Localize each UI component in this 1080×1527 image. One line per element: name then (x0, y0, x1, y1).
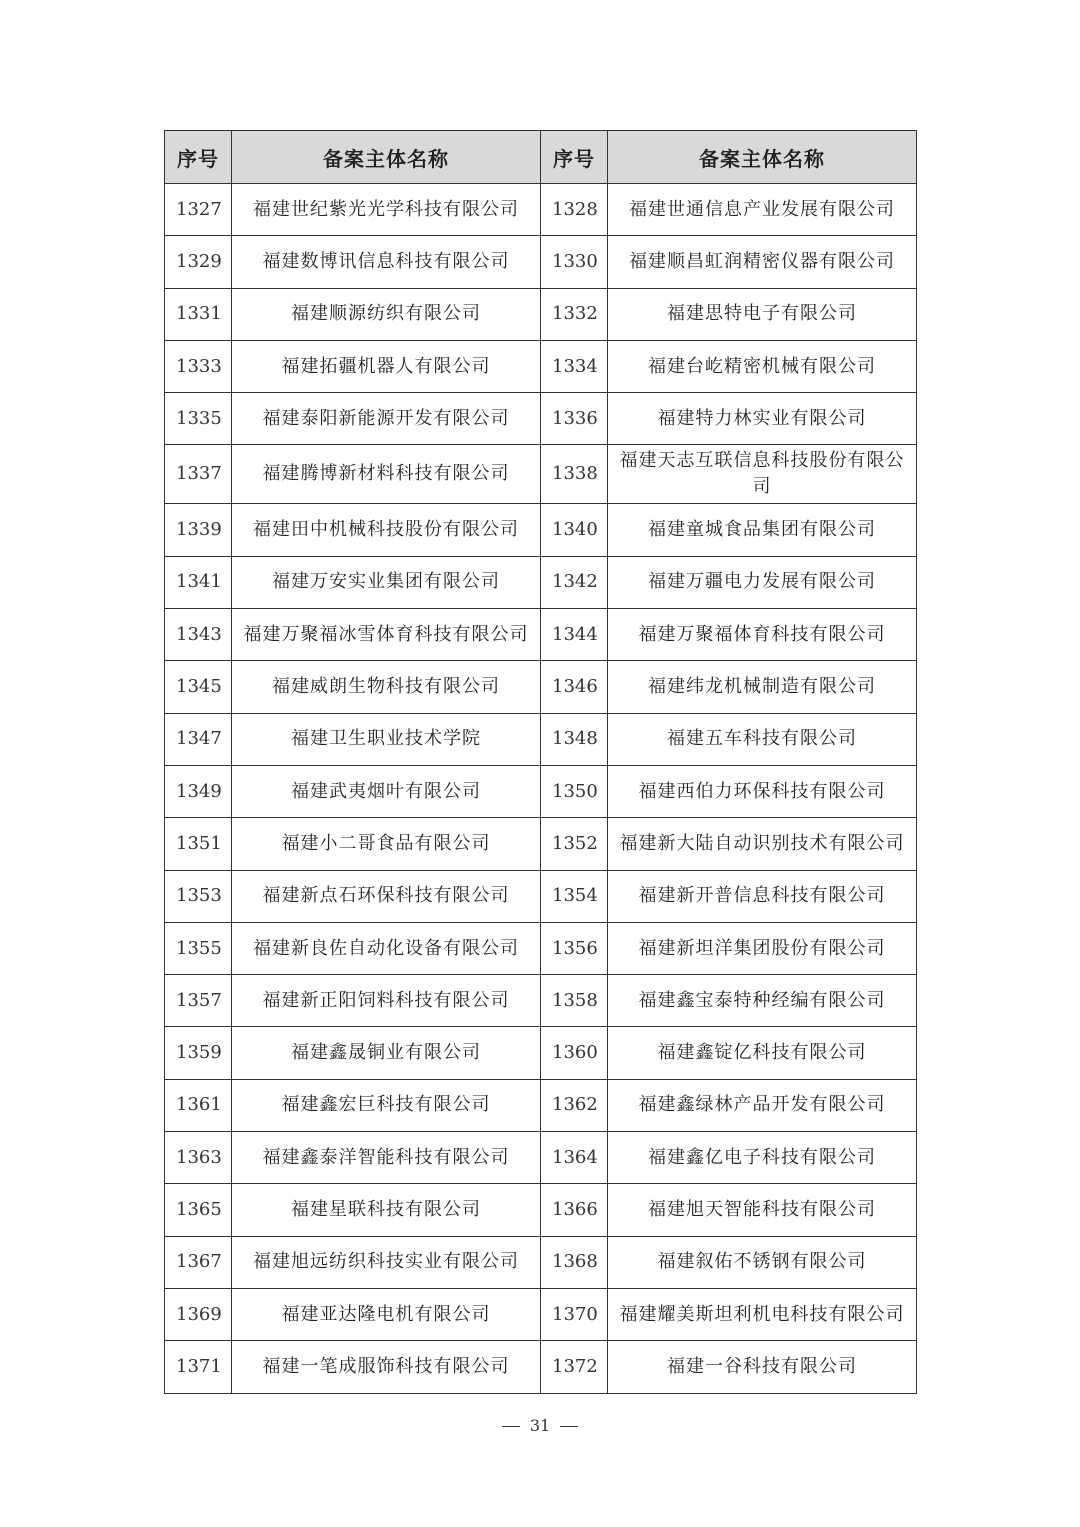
table-row (165, 340, 917, 392)
serial-number-left: 1345 (165, 661, 232, 713)
company-name-left: 福建卫生职业技术学院 (232, 713, 541, 765)
serial-number-right: 1342 (541, 556, 608, 608)
serial-number-left: 1363 (165, 1132, 232, 1184)
table-row (165, 922, 917, 974)
table-row (165, 661, 917, 713)
table-body (165, 184, 917, 1394)
company-name-right: 福建新开普信息科技有限公司 (608, 870, 917, 922)
table-row (165, 236, 917, 288)
serial-number-left: 1359 (165, 1027, 232, 1079)
serial-number-right: 1358 (541, 975, 608, 1027)
company-name-left: 福建万安实业集团有限公司 (232, 556, 541, 608)
company-name-right: 福建鑫锭亿科技有限公司 (608, 1027, 917, 1079)
serial-number-right: 1350 (541, 765, 608, 817)
table-row (165, 1132, 917, 1184)
serial-number-left: 1369 (165, 1288, 232, 1340)
serial-number-right: 1338 (541, 445, 608, 504)
company-name-left: 福建一笔成服饰科技有限公司 (232, 1341, 541, 1393)
serial-number-right: 1372 (541, 1341, 608, 1393)
serial-number-left: 1343 (165, 609, 232, 661)
company-name-left: 福建星联科技有限公司 (232, 1184, 541, 1236)
company-name-right: 福建新坦洋集团股份有限公司 (608, 922, 917, 974)
company-name-right: 福建世通信息产业发展有限公司 (608, 184, 917, 236)
page-number: 31 (529, 1416, 551, 1435)
serial-number-right: 1356 (541, 922, 608, 974)
table-row (165, 393, 917, 445)
serial-number-left: 1365 (165, 1184, 232, 1236)
serial-number-right: 1354 (541, 870, 608, 922)
serial-number-right: 1352 (541, 818, 608, 870)
company-name-left: 福建泰阳新能源开发有限公司 (232, 393, 541, 445)
company-name-left: 福建万聚福冰雪体育科技有限公司 (232, 609, 541, 661)
company-name-left: 福建鑫泰洋智能科技有限公司 (232, 1132, 541, 1184)
table-row (165, 975, 917, 1027)
table-row (165, 765, 917, 817)
serial-number-left: 1329 (165, 236, 232, 288)
serial-number-left: 1355 (165, 922, 232, 974)
table-row (165, 184, 917, 236)
company-name-left: 福建旭远纺织科技实业有限公司 (232, 1236, 541, 1288)
company-name-right: 福建纬龙机械制造有限公司 (608, 661, 917, 713)
serial-number-right: 1368 (541, 1236, 608, 1288)
company-name-right: 福建特力林实业有限公司 (608, 393, 917, 445)
serial-number-right: 1370 (541, 1288, 608, 1340)
company-name-left: 福建世纪紫光光学科技有限公司 (232, 184, 541, 236)
company-name-right: 福建鑫亿电子科技有限公司 (608, 1132, 917, 1184)
table-row (165, 504, 917, 556)
serial-number-right: 1344 (541, 609, 608, 661)
serial-number-left: 1349 (165, 765, 232, 817)
serial-number-right: 1348 (541, 713, 608, 765)
company-name-left: 福建顺源纺织有限公司 (232, 288, 541, 340)
table-row (165, 1079, 917, 1131)
company-name-right: 福建耀美斯坦利机电科技有限公司 (608, 1288, 917, 1340)
serial-number-right: 1346 (541, 661, 608, 713)
company-name-right: 福建思特电子有限公司 (608, 288, 917, 340)
company-name-right: 福建五车科技有限公司 (608, 713, 917, 765)
company-name-left: 福建武夷烟叶有限公司 (232, 765, 541, 817)
serial-number-left: 1371 (165, 1341, 232, 1393)
header-name-right: 备案主体名称 (608, 131, 917, 184)
serial-number-left: 1341 (165, 556, 232, 608)
company-name-right: 福建台屹精密机械有限公司 (608, 340, 917, 392)
company-name-left: 福建数博讯信息科技有限公司 (232, 236, 541, 288)
serial-number-right: 1364 (541, 1132, 608, 1184)
serial-number-left: 1347 (165, 713, 232, 765)
table-row (165, 556, 917, 608)
header-serial-left: 序号 (165, 131, 232, 184)
serial-number-left: 1333 (165, 340, 232, 392)
company-name-left: 福建威朗生物科技有限公司 (232, 661, 541, 713)
serial-number-left: 1337 (165, 445, 232, 504)
serial-number-left: 1351 (165, 818, 232, 870)
serial-number-right: 1336 (541, 393, 608, 445)
serial-number-left: 1357 (165, 975, 232, 1027)
serial-number-left: 1353 (165, 870, 232, 922)
table-row (165, 1288, 917, 1340)
company-name-right: 福建天志互联信息科技股份有限公司 (608, 445, 917, 504)
company-name-right: 福建一谷科技有限公司 (608, 1341, 917, 1393)
serial-number-left: 1361 (165, 1079, 232, 1131)
company-name-left: 福建田中机械科技股份有限公司 (232, 504, 541, 556)
company-name-right: 福建万疆电力发展有限公司 (608, 556, 917, 608)
company-name-right: 福建鑫绿林产品开发有限公司 (608, 1079, 917, 1131)
table-row (165, 1341, 917, 1393)
company-name-left: 福建新正阳饲料科技有限公司 (232, 975, 541, 1027)
serial-number-left: 1327 (165, 184, 232, 236)
serial-number-right: 1334 (541, 340, 608, 392)
company-name-left: 福建鑫晟铜业有限公司 (232, 1027, 541, 1079)
company-name-right: 福建顺昌虹润精密仪器有限公司 (608, 236, 917, 288)
company-name-left: 福建新良佐自动化设备有限公司 (232, 922, 541, 974)
table-row (165, 288, 917, 340)
company-name-right: 福建叙佑不锈钢有限公司 (608, 1236, 917, 1288)
table-row (165, 1184, 917, 1236)
company-name-right: 福建万聚福体育科技有限公司 (608, 609, 917, 661)
company-name-left: 福建小二哥食品有限公司 (232, 818, 541, 870)
company-name-right: 福建西伯力环保科技有限公司 (608, 765, 917, 817)
company-name-left: 福建拓疆机器人有限公司 (232, 340, 541, 392)
company-name-right: 福建旭天智能科技有限公司 (608, 1184, 917, 1236)
serial-number-right: 1332 (541, 288, 608, 340)
serial-number-left: 1331 (165, 288, 232, 340)
table-row (165, 609, 917, 661)
header-row (165, 131, 917, 184)
serial-number-left: 1339 (165, 504, 232, 556)
serial-number-left: 1367 (165, 1236, 232, 1288)
company-name-right: 福建童城食品集团有限公司 (608, 504, 917, 556)
table-row (165, 818, 917, 870)
registration-table (164, 130, 917, 1394)
serial-number-right: 1360 (541, 1027, 608, 1079)
table-row (165, 445, 917, 504)
header-name-left: 备案主体名称 (232, 131, 541, 184)
company-name-left: 福建腾博新材料科技有限公司 (232, 445, 541, 504)
table-row (165, 1027, 917, 1079)
table-header (165, 131, 917, 184)
company-name-left: 福建新点石环保科技有限公司 (232, 870, 541, 922)
company-name-left: 福建亚达隆电机有限公司 (232, 1288, 541, 1340)
header-serial-right: 序号 (541, 131, 608, 184)
serial-number-right: 1328 (541, 184, 608, 236)
company-name-right: 福建鑫宝泰特种经编有限公司 (608, 975, 917, 1027)
footer-dash-left (502, 1426, 520, 1427)
page-footer (0, 1416, 1080, 1435)
serial-number-left: 1335 (165, 393, 232, 445)
serial-number-right: 1340 (541, 504, 608, 556)
serial-number-right: 1366 (541, 1184, 608, 1236)
serial-number-right: 1362 (541, 1079, 608, 1131)
company-name-left: 福建鑫宏巨科技有限公司 (232, 1079, 541, 1131)
company-name-right: 福建新大陆自动识别技术有限公司 (608, 818, 917, 870)
table-row (165, 1236, 917, 1288)
table-row (165, 870, 917, 922)
serial-number-right: 1330 (541, 236, 608, 288)
table-row (165, 713, 917, 765)
footer-dash-right (560, 1426, 578, 1427)
